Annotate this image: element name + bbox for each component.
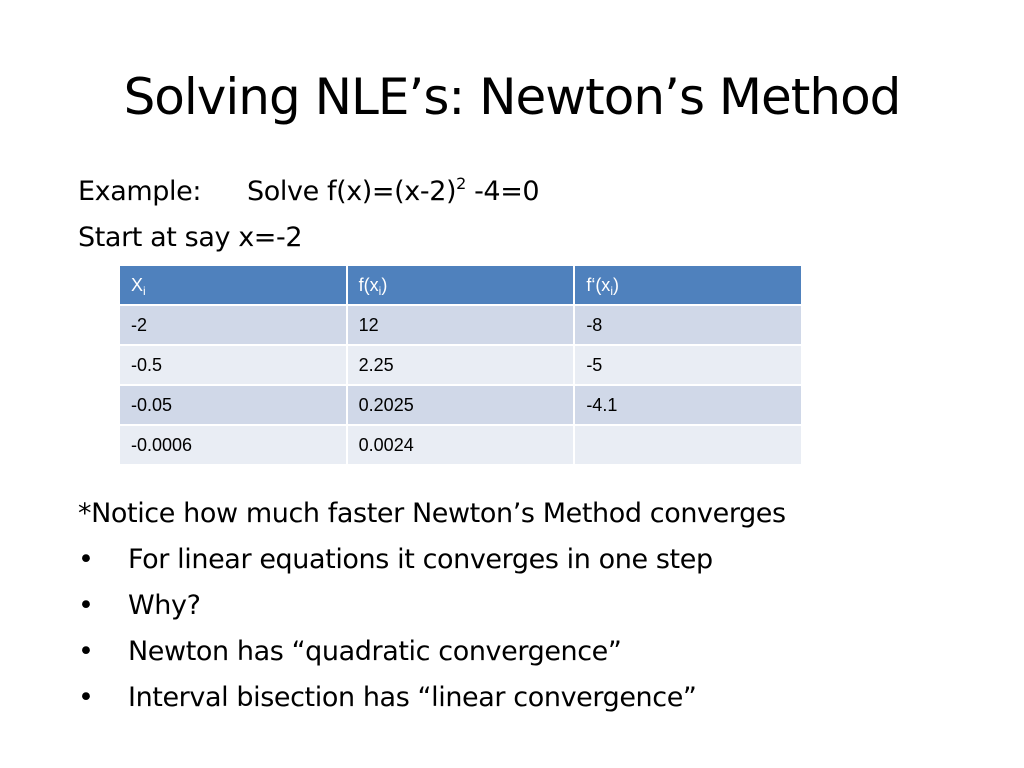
bullet-list — [78, 542, 713, 726]
table-cell-fprime-xi — [574, 425, 802, 465]
table-cell-fxi: 12 — [347, 305, 575, 345]
example-line — [78, 174, 539, 210]
table-row — [119, 345, 802, 385]
bullet-text: Interval bisection has “linear convergence” — [128, 682, 697, 713]
header-fxi-main: f(x — [358, 274, 379, 295]
header-xi-main: X — [131, 274, 144, 295]
table-cell-xi: -0.5 — [119, 345, 347, 385]
table-row — [119, 425, 802, 465]
slide-title: Solving NLE’s: Newton’s Method — [123, 68, 901, 126]
bullet-dot-icon: • — [78, 590, 94, 621]
table-header-row — [119, 265, 802, 305]
bullet-dot-icon: • — [78, 682, 94, 713]
table-row — [119, 305, 802, 345]
example-label: Example: — [78, 176, 202, 207]
header-fprime-xi-sub: i — [610, 283, 613, 298]
equation-exponent: 2 — [456, 174, 466, 193]
table-cell-xi: -0.05 — [119, 385, 347, 425]
table-cell-fxi: 2.25 — [347, 345, 575, 385]
header-fxi — [347, 265, 575, 305]
bullet-text: Newton has “quadratic convergence” — [128, 636, 622, 667]
example-equation — [247, 176, 539, 207]
equation-tail: -4=0 — [465, 176, 540, 207]
table-cell-fxi: 0.2025 — [347, 385, 575, 425]
header-fxi-sub: i — [378, 283, 382, 298]
header-xi — [119, 265, 347, 305]
list-item — [78, 588, 713, 634]
start-line: Start at say x=-2 — [78, 222, 303, 253]
table-cell-xi: -0.0006 — [119, 425, 347, 465]
equation-text: Solve f(x)=(x-2) — [247, 176, 457, 207]
table-cell-fxi: 0.0024 — [347, 425, 575, 465]
bullet-text: For linear equations it converges in one step — [128, 544, 713, 575]
notice-text: *Notice how much faster Newton’s Method converges — [78, 498, 786, 529]
list-item — [78, 542, 713, 588]
header-fxi-close: ) — [381, 274, 388, 295]
list-item — [78, 634, 713, 680]
table-cell-fprime-xi: -5 — [574, 345, 802, 385]
table-cell-fprime-xi: -8 — [574, 305, 802, 345]
bullet-text: Why? — [128, 590, 201, 621]
iteration-table — [118, 264, 803, 466]
table-row — [119, 385, 802, 425]
bullet-dot-icon: • — [78, 544, 94, 575]
header-fprime-xi-close: ) — [612, 274, 619, 295]
header-xi-sub: i — [143, 283, 146, 298]
list-item — [78, 680, 713, 726]
table-cell-fprime-xi: -4.1 — [574, 385, 802, 425]
header-fprime-xi-main: f‘(x — [586, 274, 611, 295]
table-cell-xi: -2 — [119, 305, 347, 345]
header-fprime-xi — [574, 265, 802, 305]
bullet-dot-icon: • — [78, 636, 94, 667]
